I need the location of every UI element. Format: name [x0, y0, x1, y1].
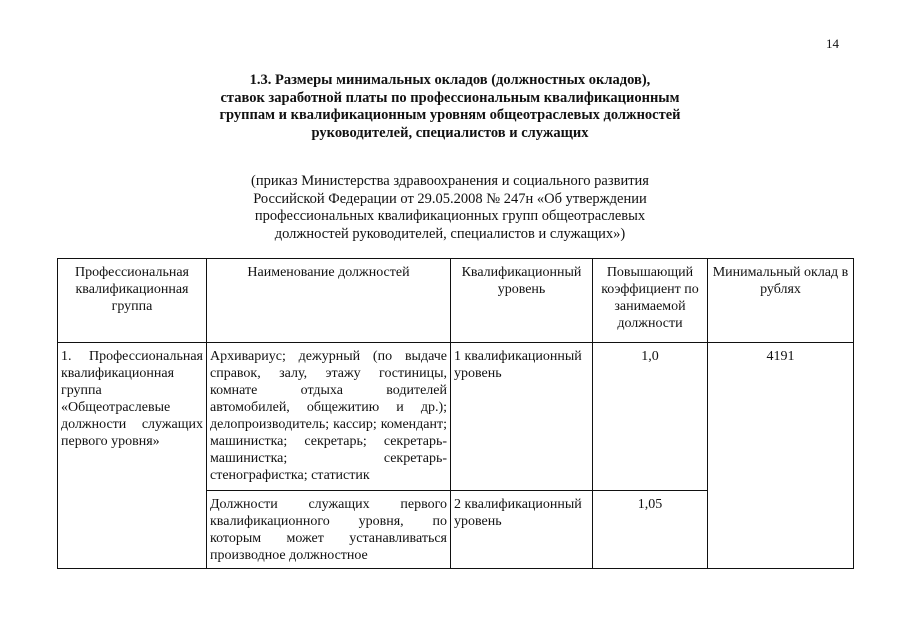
- table-header-row: [58, 259, 854, 343]
- title-line: группам и квалификационным уровням общеотраслевых должностей: [219, 107, 681, 123]
- min-salary-cell: 4191: [708, 343, 854, 569]
- reference-line: Российской Федерации от 29.05.2008 № 247н «Об утверждении: [253, 190, 647, 207]
- table-row: [58, 343, 854, 491]
- page-number: 14: [826, 36, 839, 51]
- coefficient-cell: 1,05: [593, 491, 708, 569]
- order-reference: [150, 173, 750, 243]
- positions-cell: Архивариус; дежурный (по выдаче справок, залу, этажу гостиницы, комнате отдыха водителей автомобилей, общежитию и др.); делопроизводитель; кассир; комендант; машинистка; секретарь; секретарь-машинистка; секретарь-стенографистка; статистик: [207, 343, 451, 491]
- section-title: [150, 72, 750, 142]
- header-qualification-group: Профессиональная квалификационная группа: [58, 259, 207, 343]
- header-position-names: Наименование должностей: [207, 259, 451, 343]
- reference-line: (приказ Министерства здравоохранения и социального развития: [251, 173, 649, 189]
- reference-line: профессиональных квалификационных групп общеотраслевых: [254, 208, 646, 224]
- title-line: руководителей, специалистов и служащих: [311, 124, 589, 141]
- header-coefficient: Повышающий коэффициент по занимаемой должности: [593, 259, 708, 343]
- positions-cell: Должности служащих первого квалификационного уровня, по которым может устанавливаться производное должностное: [207, 491, 451, 569]
- title-line: 1.3. Размеры минимальных окладов (должностных окладов),: [249, 72, 651, 88]
- salary-table: [57, 258, 854, 569]
- reference-line: должностей руководителей, специалистов и служащих»): [274, 225, 626, 242]
- level-cell: 1 квалификационный уровень: [451, 343, 593, 491]
- level-cell: 2 квалификационный уровень: [451, 491, 593, 569]
- title-line: ставок заработной платы по профессиональным квалификационным: [220, 89, 680, 106]
- header-min-salary: Минимальный оклад в рублях: [708, 259, 854, 343]
- qualification-group-cell: 1. Профессиональная квалификационная группа «Общеотраслевые должности служащих первого уровня»: [58, 343, 207, 569]
- header-qualification-level: Квалификационный уровень: [451, 259, 593, 343]
- coefficient-cell: 1,0: [593, 343, 708, 491]
